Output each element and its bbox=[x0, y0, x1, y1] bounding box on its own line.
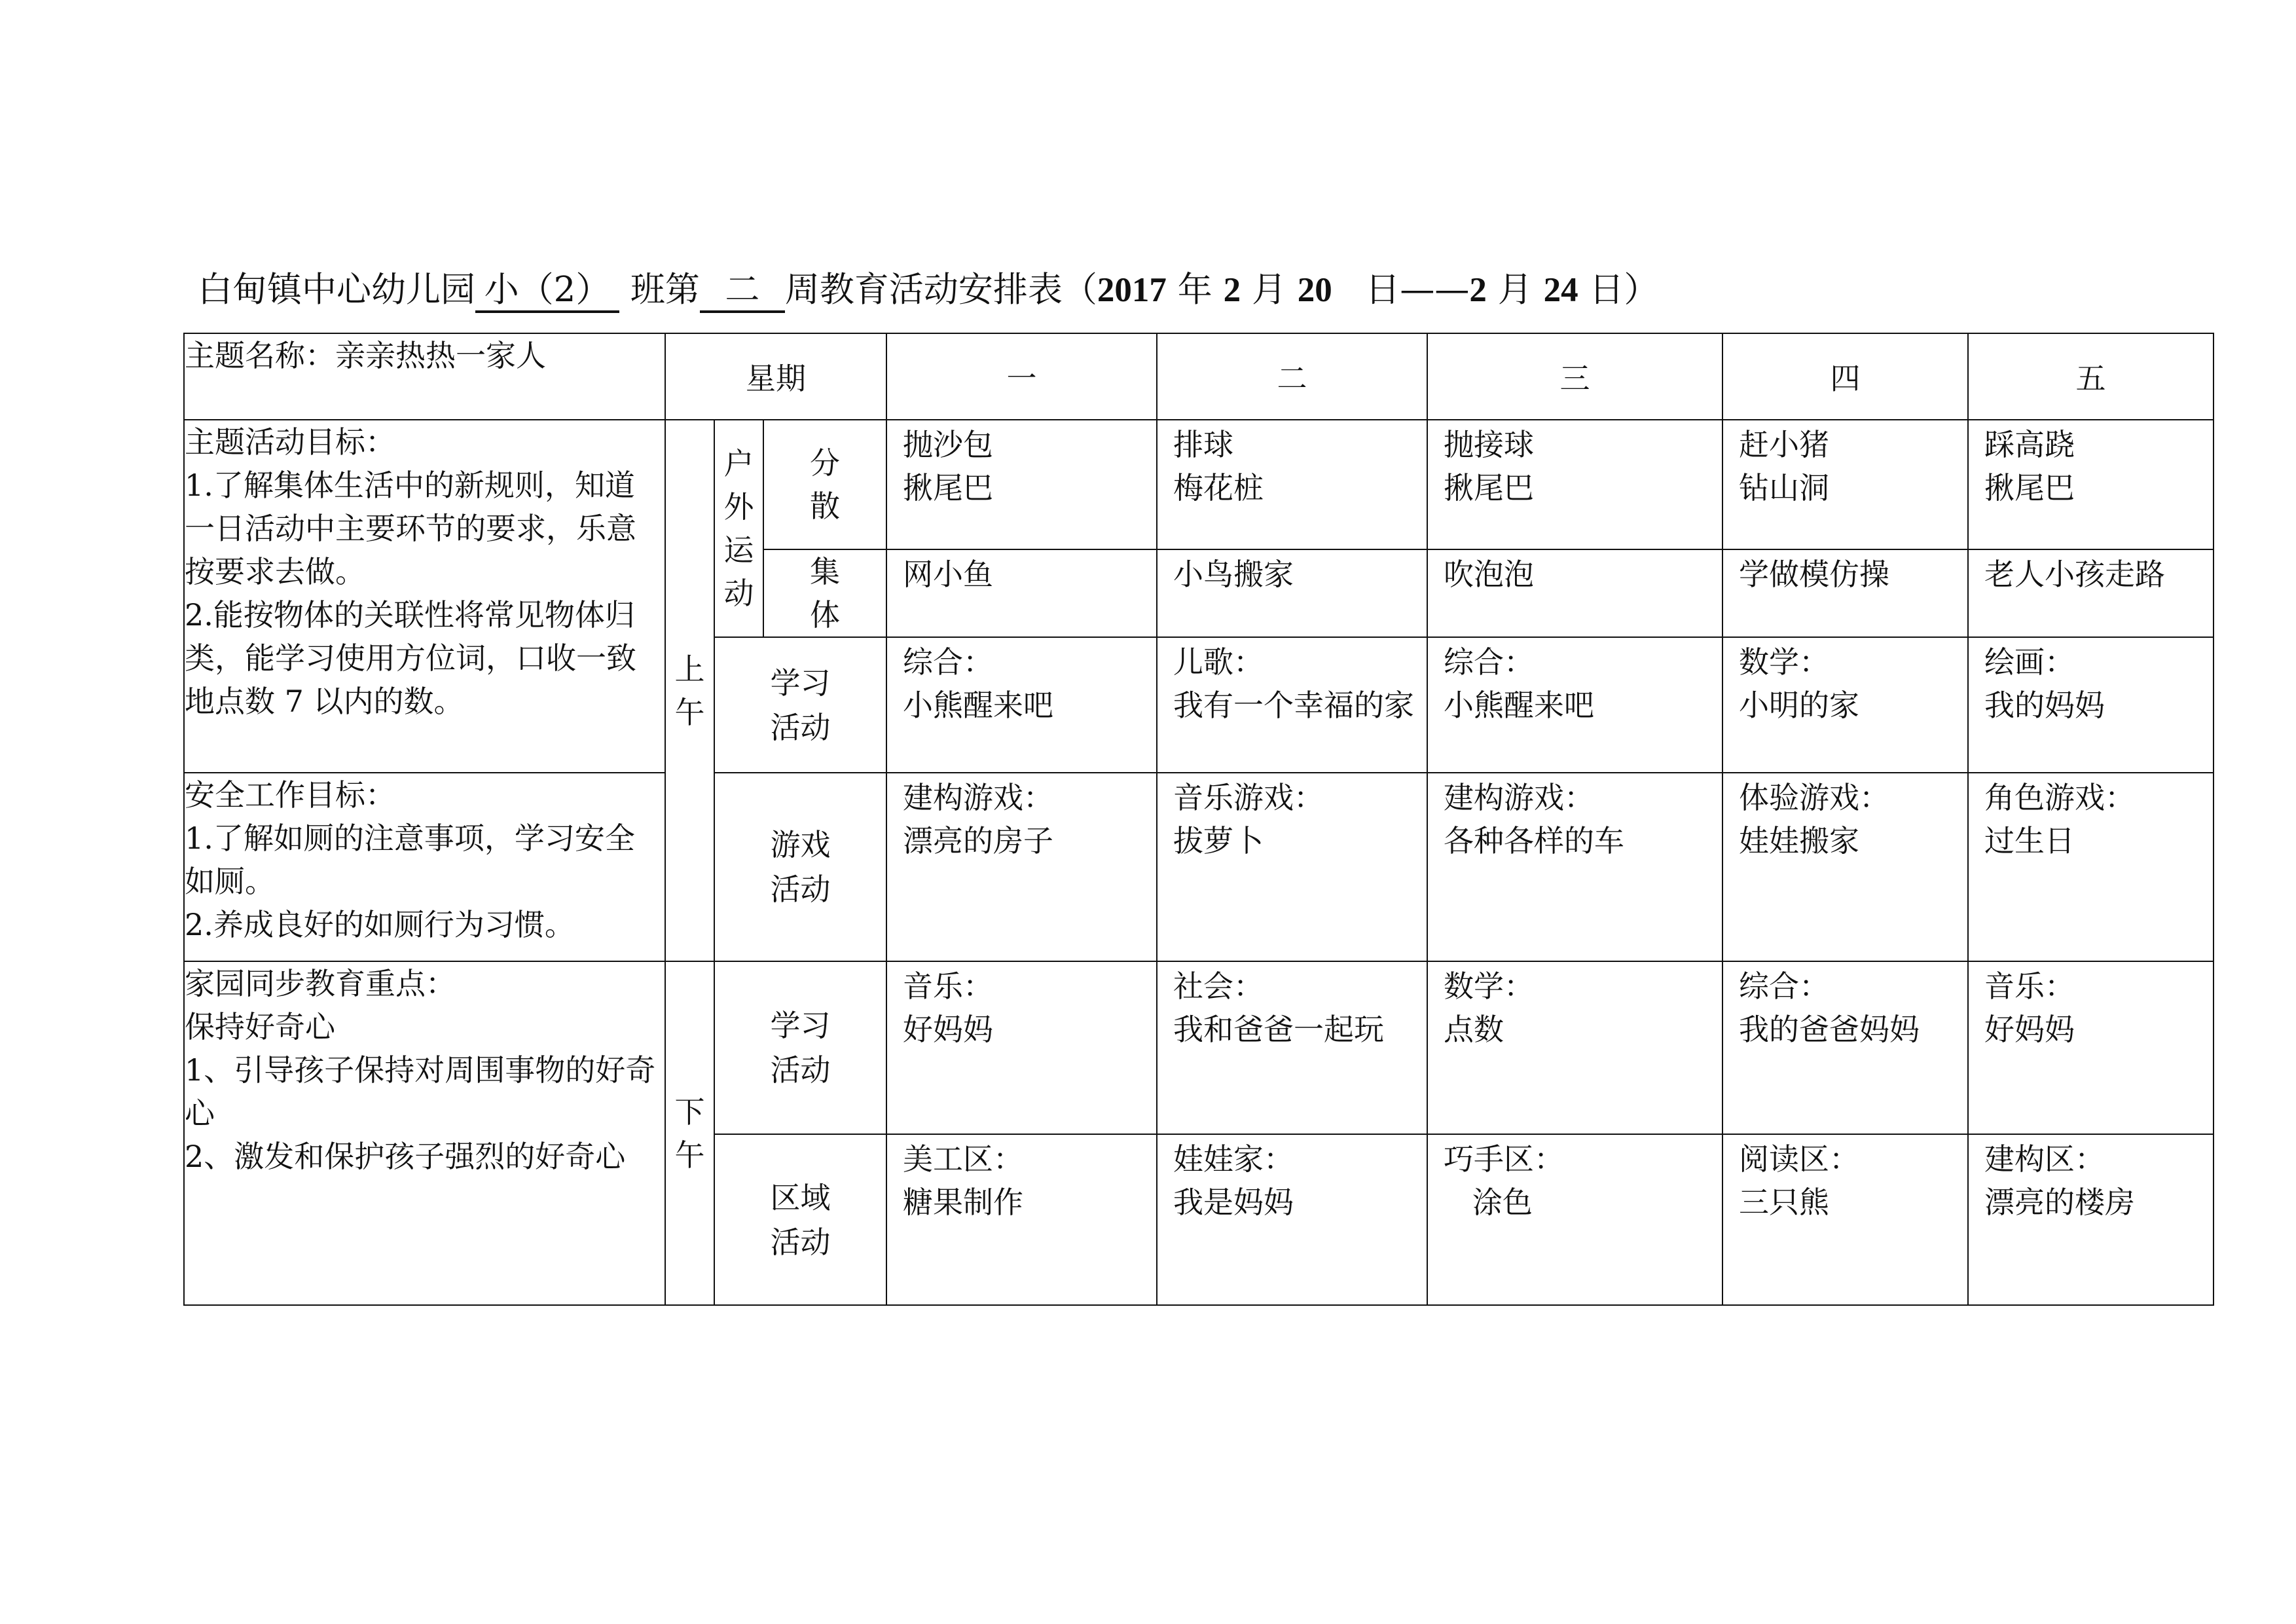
activity-cell bbox=[1722, 1134, 1968, 1305]
activity-text: 数学： 点数 bbox=[1444, 969, 1535, 1047]
activity-cell bbox=[1427, 1134, 1722, 1305]
activity-text: 赶小猪 钻山洞 bbox=[1739, 427, 1830, 506]
activity-text: 数学： 小明的家 bbox=[1739, 644, 1860, 723]
activity-cell bbox=[886, 549, 1157, 637]
outdoor-label-text: 户 外 运 动 bbox=[723, 446, 754, 611]
activity-text: 综合： 小熊醒来吧 bbox=[903, 644, 1054, 723]
day-char: 日） bbox=[1589, 270, 1659, 310]
activity-text: 建构区： 漂亮的楼房 bbox=[1984, 1141, 2136, 1220]
area-label bbox=[714, 1134, 886, 1305]
activity-text: 儿歌： 我有一个幸福的家 bbox=[1173, 644, 1415, 723]
weekday-label: 星期 bbox=[665, 333, 886, 420]
activity-cell bbox=[886, 1134, 1157, 1305]
activity-text: 小鸟搬家 bbox=[1173, 557, 1294, 592]
study-label bbox=[714, 961, 886, 1134]
activity-cell bbox=[1157, 637, 1427, 773]
start-day: 20 bbox=[1297, 271, 1332, 309]
activity-cell bbox=[1722, 420, 1968, 549]
day-char: 日—— bbox=[1365, 270, 1470, 310]
activity-text: 阅读区： 三只熊 bbox=[1739, 1141, 1860, 1220]
end-day: 24 bbox=[1543, 271, 1578, 309]
week-suffix: 周教育活动安排表（ bbox=[784, 270, 1097, 310]
end-month: 2 bbox=[1469, 271, 1487, 309]
study-label bbox=[714, 637, 886, 773]
activity-cell bbox=[1157, 961, 1427, 1134]
activity-cell bbox=[1722, 961, 1968, 1134]
schedule-table bbox=[183, 333, 2214, 1306]
scattered-label-text: 分 散 bbox=[810, 445, 840, 524]
activity-text: 音乐： 好妈妈 bbox=[903, 969, 994, 1047]
week-number: 二 bbox=[700, 270, 785, 313]
activity-cell bbox=[886, 773, 1157, 961]
year: 2017 bbox=[1097, 271, 1167, 309]
game-label bbox=[714, 773, 886, 961]
month-char: 月 bbox=[1497, 270, 1533, 310]
game-row bbox=[184, 773, 2214, 961]
day-header: 二 bbox=[1157, 333, 1427, 420]
activity-text: 娃娃家： 我是妈妈 bbox=[1173, 1141, 1294, 1220]
year-char: 年 bbox=[1177, 270, 1212, 310]
day-header: 五 bbox=[1968, 333, 2214, 420]
page-title bbox=[198, 261, 1658, 320]
start-month: 2 bbox=[1223, 271, 1241, 309]
safety-goals-text: 安全工作目标： 1.了解如厕的注意事项，学习安全如厕。 2.养成良好的如厕行为习惯。 bbox=[185, 777, 635, 942]
activity-cell bbox=[1722, 773, 1968, 961]
outdoor-label bbox=[714, 420, 763, 637]
morning-label bbox=[665, 420, 714, 961]
activity-cell bbox=[1427, 420, 1722, 549]
theme-name-text: 主题名称：亲亲热热一家人 bbox=[185, 338, 546, 373]
activity-cell bbox=[1157, 773, 1427, 961]
activity-cell bbox=[1968, 549, 2214, 637]
activity-cell bbox=[1722, 637, 1968, 773]
activity-cell bbox=[886, 637, 1157, 773]
activity-text: 老人小孩走路 bbox=[1984, 557, 2166, 592]
activity-text: 绘画： 我的妈妈 bbox=[1984, 644, 2105, 723]
area-label-text: 区域 活动 bbox=[770, 1179, 831, 1260]
activity-cell bbox=[1157, 1134, 1427, 1305]
theme-goals bbox=[184, 420, 665, 773]
theme-goals-text: 主题活动目标： 1.了解集体生活中的新规则，知道一日活动中主要环节的要求，乐意按要求去做。 2.能按物体的关联性将常见物体归类，能学习使用方位词，口收一致地点数 7 以内的数。 bbox=[185, 424, 636, 719]
activity-text: 抛沙包 揪尾巴 bbox=[903, 427, 994, 506]
school-name: 白甸镇中心幼儿园 bbox=[198, 270, 475, 310]
activity-cell bbox=[1722, 549, 1968, 637]
activity-cell bbox=[1968, 637, 2214, 773]
activity-text: 体验游戏： 娃娃搬家 bbox=[1739, 780, 1890, 858]
activity-text: 音乐游戏： 拔萝卜 bbox=[1173, 780, 1324, 858]
activity-text: 社会： 我和爸爸一起玩 bbox=[1173, 969, 1385, 1047]
morning-label-text: 上 午 bbox=[674, 651, 705, 730]
activity-cell bbox=[886, 961, 1157, 1134]
day-header: 一 bbox=[886, 333, 1157, 420]
header-row bbox=[184, 333, 2214, 420]
activity-text: 巧手区： 涂色 bbox=[1444, 1141, 1565, 1220]
activity-cell bbox=[1968, 773, 2214, 961]
activity-cell bbox=[1968, 420, 2214, 549]
afternoon-label-text: 下 午 bbox=[674, 1094, 705, 1173]
activity-text: 综合： 我的爸爸妈妈 bbox=[1739, 969, 1920, 1047]
activity-text: 建构游戏： 漂亮的房子 bbox=[903, 780, 1054, 858]
activity-cell bbox=[1427, 549, 1722, 637]
activity-text: 网小鱼 bbox=[903, 557, 994, 592]
home-focus-text: 家园同步教育重点： 保持好奇心 1、引导孩子保持对周围事物的好奇心 2、激发和保护孩子强烈的好奇心 bbox=[185, 966, 656, 1174]
activity-text: 抛接球 揪尾巴 bbox=[1444, 427, 1535, 506]
activity-cell bbox=[1968, 1134, 2214, 1305]
theme-name bbox=[184, 333, 665, 420]
activity-text: 踩高跷 揪尾巴 bbox=[1984, 427, 2075, 506]
scattered-row bbox=[184, 420, 2214, 549]
activity-text: 排球 梅花桩 bbox=[1173, 427, 1264, 506]
scattered-label bbox=[763, 420, 886, 549]
day-header: 四 bbox=[1722, 333, 1968, 420]
activity-text: 吹泡泡 bbox=[1444, 557, 1535, 592]
activity-text: 美工区： 糖果制作 bbox=[903, 1141, 1024, 1220]
group-label bbox=[763, 549, 886, 637]
activity-text: 建构游戏： 各种各样的车 bbox=[1444, 780, 1625, 858]
game-label-text: 游戏 活动 bbox=[770, 827, 831, 907]
afternoon-label bbox=[665, 961, 714, 1305]
day-header: 三 bbox=[1427, 333, 1722, 420]
pm-study-row bbox=[184, 961, 2214, 1134]
activity-text: 学做模仿操 bbox=[1739, 557, 1890, 592]
activity-cell bbox=[1427, 961, 1722, 1134]
activity-cell bbox=[1427, 773, 1722, 961]
study-label-text: 学习 活动 bbox=[770, 1008, 831, 1088]
home-focus bbox=[184, 961, 665, 1305]
activity-cell bbox=[886, 420, 1157, 549]
class-suffix: 班第 bbox=[619, 270, 700, 310]
group-label-text: 集 体 bbox=[810, 554, 840, 633]
class-name: 小（2） bbox=[475, 270, 619, 313]
activity-text: 综合： 小熊醒来吧 bbox=[1444, 644, 1595, 723]
month-char: 月 bbox=[1251, 270, 1286, 310]
activity-text: 音乐： 好妈妈 bbox=[1984, 969, 2075, 1047]
activity-cell bbox=[1427, 637, 1722, 773]
study-label-text: 学习 活动 bbox=[770, 665, 831, 745]
activity-cell bbox=[1968, 961, 2214, 1134]
safety-goals bbox=[184, 773, 665, 961]
activity-cell bbox=[1157, 549, 1427, 637]
activity-text: 角色游戏： 过生日 bbox=[1984, 780, 2136, 858]
activity-cell bbox=[1157, 420, 1427, 549]
